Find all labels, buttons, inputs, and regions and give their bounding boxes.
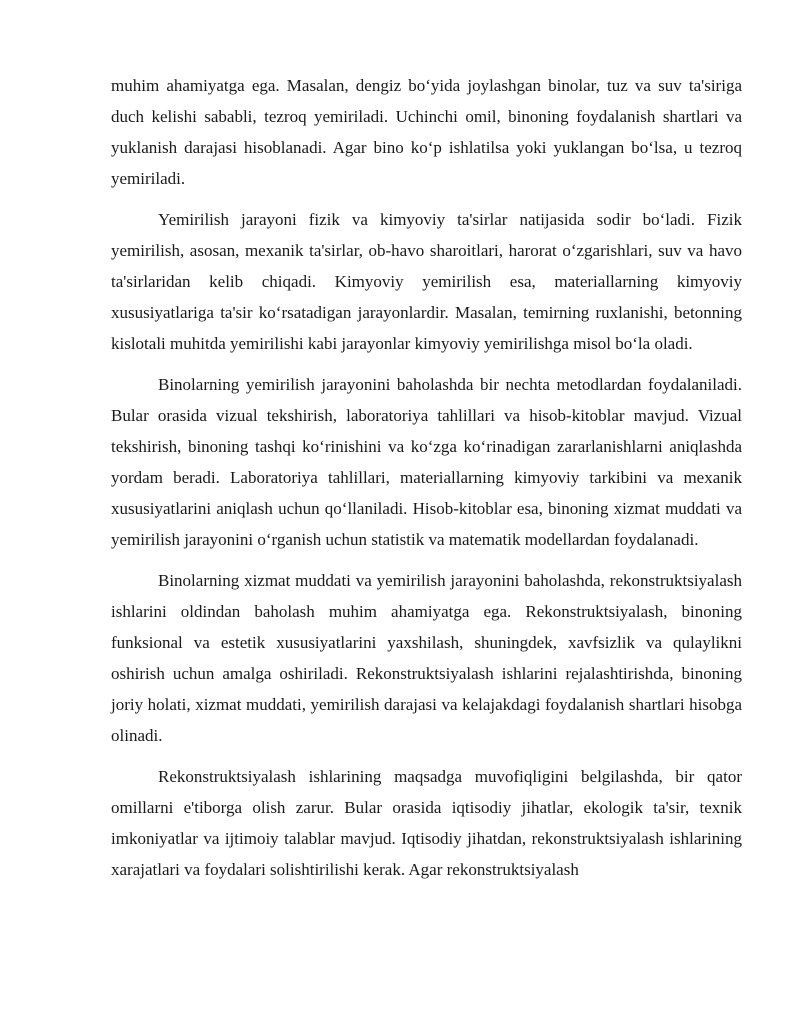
paragraph-continuation: muhim ahamiyatga ega. Masalan, dengiz bo‘yida joylashgan binolar, tuz va suv ta'siriga duch kelishi sababli, tezroq yemiriladi. Uchinchi omil, binoning foydalanish shartlari va yuklanish darajasi hisoblanadi. Agar bino ko‘p ishlatilsa yoki yuklangan bo‘lsa, u tezroq yemiriladi. — [111, 76, 742, 188]
paragraph-reconstruction-assessment: Binolarning xizmat muddati va yemirilish jarayonini baholashda, rekonstruktsiyalash ishlarini oldindan baholash muhim ahamiyatga ega. Rekonstruktsiyalash, binoning funksional va estetik xususiyatlarini yaxshilash, shuningdek, xavfsizlik va qulaylikni oshirish uchun amalga oshiriladi. Rekonstruktsiyalash ishlarini rejalashtirishda, binoning joriy holati, xizmat muddati, yemirilish darajasi va kelajakdagi foydalanish shartlari hisobga olinadi. — [111, 571, 742, 745]
document-page — [111, 71, 742, 897]
paragraph-assessment-methods: Binolarning yemirilish jarayonini baholashda bir nechta metodlardan foydalaniladi. Bular orasida vizual tekshirish, laboratoriya tahlillari va hisob-kitoblar mavjud. Vizual tekshirish, binoning tashqi ko‘rinishini va ko‘zga ko‘rinadigan zararlanishlarni aniqlashda yordam beradi. Laboratoriya tahlillari, materiallarning kimyoviy tarkibini va mexanik xususiyatlarini aniqlash uchun qo‘llaniladi. Hisob-kitoblar esa, binoning xizmat muddati va yemirilish jarayonini o‘rganish uchun statistik va matematik modellardan foydalanadi. — [111, 375, 742, 549]
paragraph-destruction-process: Yemirilish jarayoni fizik va kimyoviy ta'sirlar natijasida sodir bo‘ladi. Fizik yemirilish, asosan, mexanik ta'sirlar, ob-havo sharoitlari, harorat o‘zgarishlari, suv va havo ta'sirlaridan kelib chiqadi. Kimyoviy yemirilish esa, materiallarning kimyoviy xususiyatlariga ta'sir ko‘rsatadigan jarayonlardir. Masalan, temirning ruxlanishi, betonning kislotali muhitda yemirilishi kabi jarayonlar kimyoviy yemirilishga misol bo‘la oladi. — [111, 210, 742, 353]
paragraph-reconstruction-factors: Rekonstruktsiyalash ishlarining maqsadga muvofiqligini belgilashda, bir qator omillarni e'tiborga olish zarur. Bular orasida iqtisodiy jihatlar, ekologik ta'sir, texnik imkoniyatlar va ijtimoiy talablar mavjud. Iqtisodiy jihatdan, rekonstruktsiyalash ishlarining xarajatlari va foydalari solishtirilishi kerak. Agar rekonstruktsiyalash — [111, 767, 742, 880]
